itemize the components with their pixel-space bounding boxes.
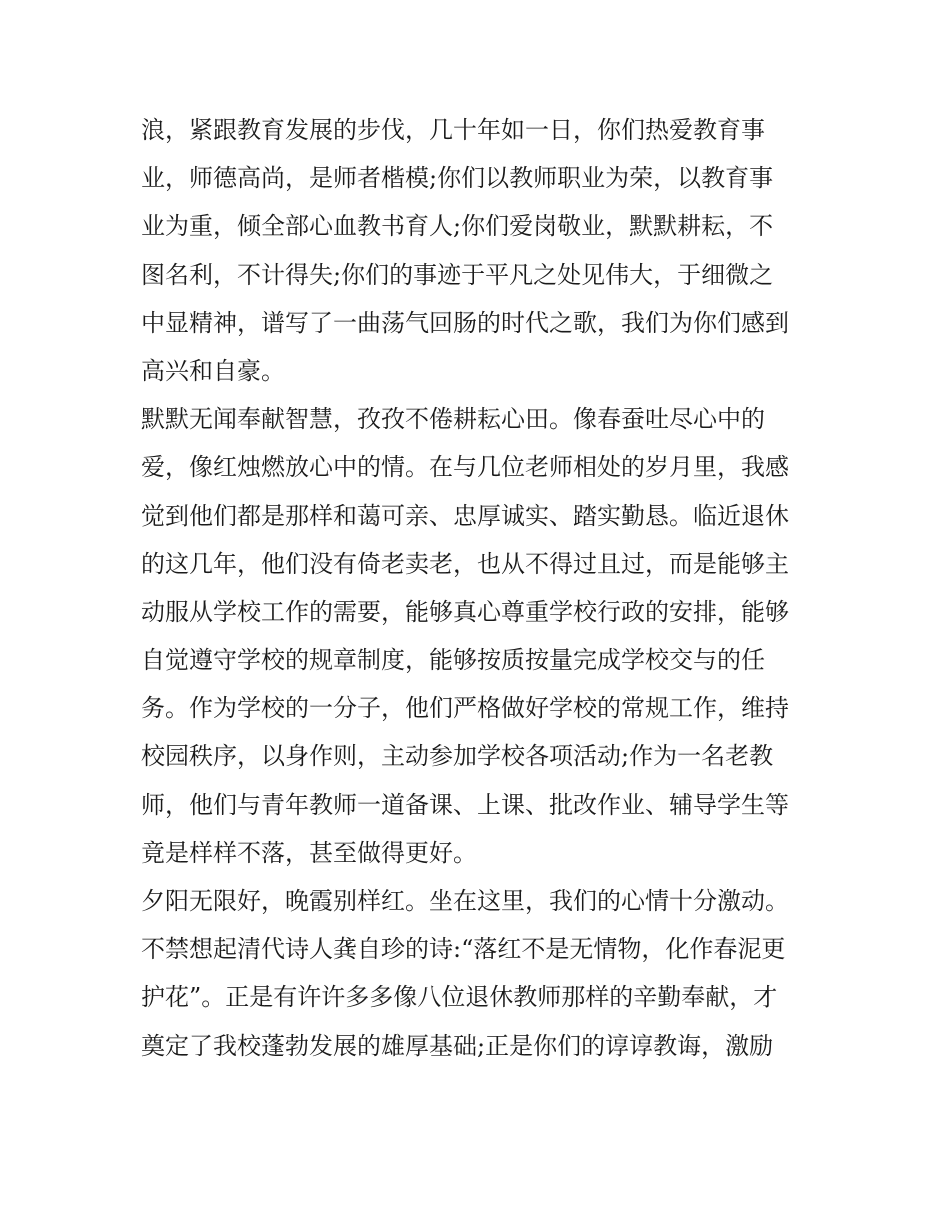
text-line: 业为重，倾全部心血教书育人;你们爱岗敬业，默默耕耘，不 [141,212,774,241]
text-line: 高兴和自豪。 [141,356,285,385]
text-line: 的这几年，他们没有倚老卖老，也从不得过且过，而是能够主 [141,549,789,578]
text-line: 竟是样样不落，甚至做得更好。 [141,838,477,867]
text-line: 动服从学校工作的需要，能够真心尊重学校行政的安排，能够 [141,597,789,626]
text-line: 浪，紧跟教育发展的步伐，几十年如一日，你们热爱教育事 [141,116,765,144]
text-line: 自觉遵守学校的规章制度，能够按质按量完成学校交与的任 [141,646,765,675]
text-line: 护花”。正是有许许多多像八位退休教师那样的辛勤奉献，才 [141,983,778,1012]
body-text [141,106,821,1070]
text-line: 觉到他们都是那样和蔼可亲、忠厚诚实、踏实勤恳。临近退休 [141,501,789,530]
text-line: 爱，像红烛燃放心中的情。在与几位老师相处的岁月里，我感 [141,453,789,482]
text-line: 业，师德高尚，是师者楷模;你们以教师职业为荣，以教育事 [141,164,774,193]
text-line: 务。作为学校的一分子，他们严格做好学校的常规工作，维持 [141,694,789,723]
text-line: 夕阳无限好，晚霞别样红。坐在这里，我们的心情十分激动。 [141,887,789,915]
text-line: 图名利，不计得失;你们的事迹于平凡之处见伟大，于细微之 [141,260,774,289]
text-line: 默默无闻奉献智慧，孜孜不倦耕耘心田。像春蚕吐尽心中的 [141,405,765,434]
text-line: 校园秩序，以身作则，主动参加学校各项活动;作为一名老教 [141,742,774,771]
text-line: 师，他们与青年教师一道备课、上课、批改作业、辅导学生等 [141,790,789,819]
text-line: 奠定了我校蓬勃发展的雄厚基础;正是你们的谆谆教诲，激励 [141,1031,774,1060]
text-line: 中显精神，谱写了一曲荡气回肠的时代之歌，我们为你们感到 [141,308,789,337]
text-line: 不禁想起清代诗人龚自珍的诗:“落红不是无情物，化作春泥更 [141,935,786,964]
